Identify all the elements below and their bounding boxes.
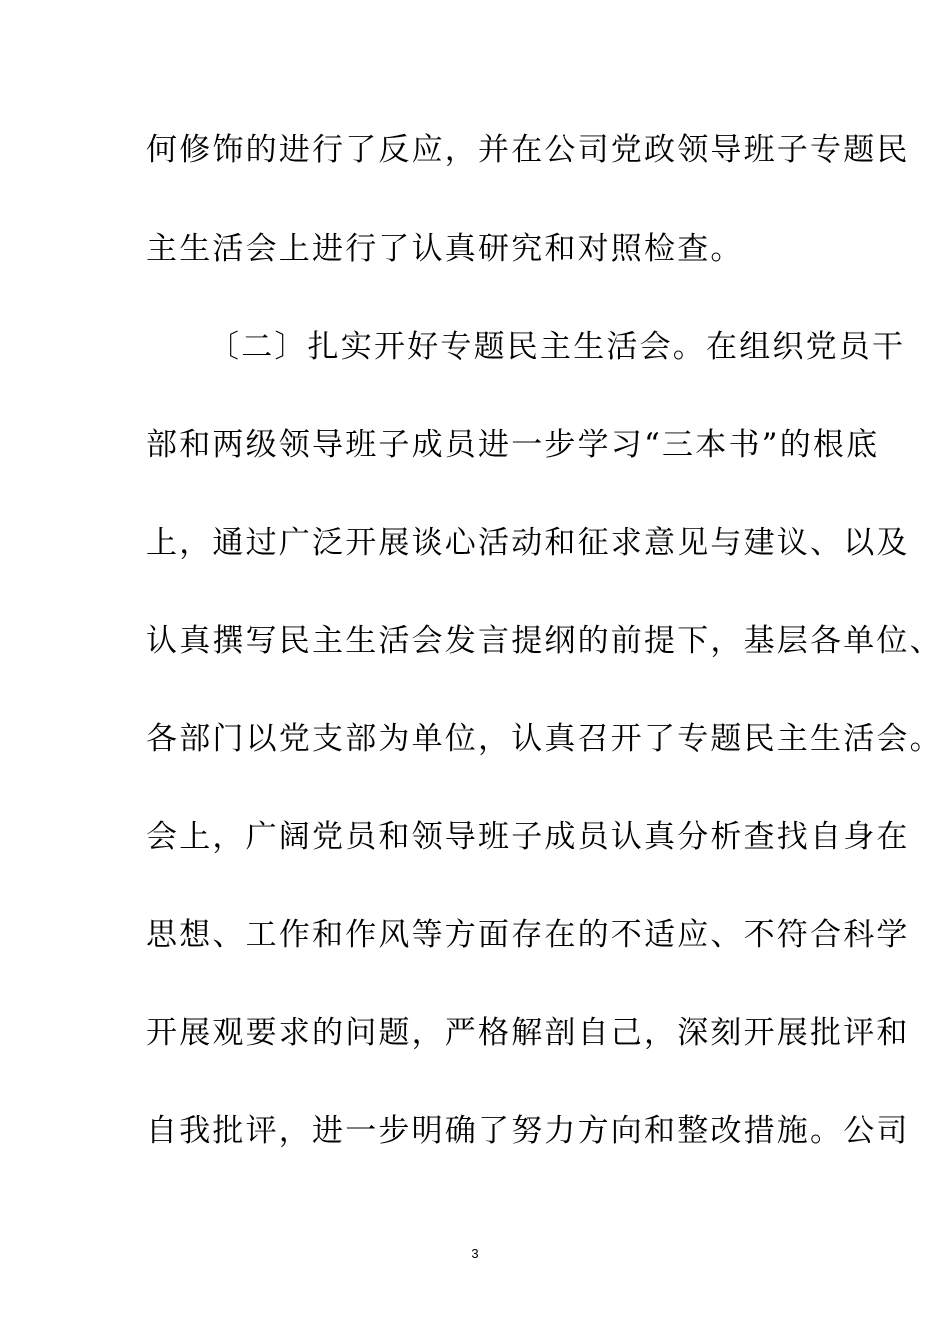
text-line-4: 部和两级领导班子成员进一步学习“三本书”的根底 bbox=[146, 427, 880, 463]
page-number: 3 bbox=[471, 1246, 479, 1261]
text-line-3-paragraph-start: 〔二〕扎实开好专题民主生活会。在组织党员干 bbox=[208, 329, 906, 365]
text-line-7: 各部门以党支部为单位，认真召开了专题民主生活会。 bbox=[146, 721, 943, 757]
text-line-1: 何修饰的进行了反应，并在公司党政领导班子专题民 bbox=[146, 132, 910, 168]
text-line-5: 上，通过广泛开展谈心活动和征求意见与建议、以及 bbox=[146, 525, 910, 561]
text-line-9: 思想、工作和作风等方面存在的不适应、不符合科学 bbox=[146, 917, 910, 953]
text-line-11: 自我批评，进一步明确了努力方向和整改措施。公司 bbox=[146, 1113, 910, 1149]
text-line-8: 会上，广阔党员和领导班子成员认真分析查找自身在 bbox=[146, 819, 910, 855]
text-line-6: 认真撰写民主生活会发言提纲的前提下，基层各单位、 bbox=[146, 623, 943, 659]
text-line-10: 开展观要求的问题，严格解剖自己，深刻开展批评和 bbox=[146, 1015, 910, 1051]
text-line-2: 主生活会上进行了认真研究和对照检查。 bbox=[146, 231, 744, 267]
